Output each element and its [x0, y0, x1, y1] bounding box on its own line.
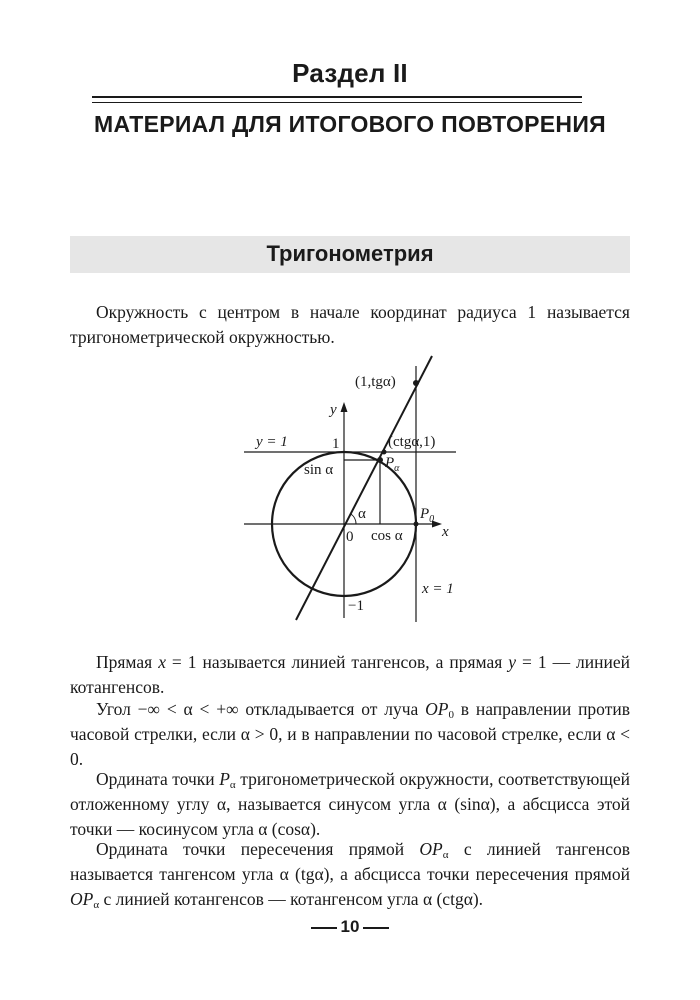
- paragraph-tangent-cotangent: Ордината точки пересечения прямой $OP_\alpha$ с линией тангенсов называется тангенсом угла α (tgα), а абсцисса точки пересечения прямой $OP_\alpha$ с линией котангенсов — котангенсом угла α (ctgα).: [70, 839, 630, 911]
- unit-circle-diagram: [230, 350, 470, 640]
- point-tan: [413, 380, 419, 386]
- label-tick-neg1: −1: [348, 598, 364, 614]
- label-alpha: α: [358, 506, 366, 522]
- point-p-alpha: [377, 457, 383, 463]
- label-p-zero: $P_0$: [420, 506, 435, 525]
- label-cot-point: (ctgα,1): [388, 434, 436, 450]
- label-sin: sin α: [304, 462, 334, 478]
- label-x-axis: x: [442, 524, 449, 540]
- label-tick-1: 1: [332, 436, 340, 452]
- paragraph-tangent-lines: Прямая x = 1 называется линией тангенсов, а прямая y = 1 — линией котангенсов.: [70, 652, 630, 697]
- heading-rule-thin: [92, 102, 582, 103]
- page-number: [0, 917, 700, 937]
- label-cos: cos α: [371, 528, 403, 544]
- section-label: Раздел II: [292, 58, 408, 88]
- section-heading: МАТЕРИАЛ ДЛЯ ИТОГОВОГО ПОВТОРЕНИЯ: [94, 111, 606, 137]
- heading-rule-thick: [92, 96, 582, 98]
- label-origin: 0: [346, 529, 354, 545]
- intro-paragraph: Окружность с центром в начале координат радиуса 1 называется тригонометрической окружностью.: [70, 302, 630, 347]
- label-p-alpha: $P_\alpha$: [385, 455, 400, 474]
- label-x-equals-1: x = 1: [422, 581, 454, 597]
- paragraph-angle-direction: Угол −∞ < α < +∞ откладывается от луча $OP_0$ в направлении против часовой стрелки, если α > 0, и в направлении по часовой стрелке, если α < 0.: [70, 699, 630, 769]
- ray-op-alpha: [296, 356, 435, 620]
- page-number-value: 10: [340, 917, 360, 936]
- point-cot: [382, 450, 387, 455]
- paragraph-sine-cosine: Ордината точки $P_\alpha$ тригонометрической окружности, соответствующей отложенному углу α, называется синусом угла α (sinα), а абсцисса этой точки — косинусом угла α (cosα).: [70, 769, 630, 839]
- label-y-equals-1: y = 1: [256, 434, 288, 450]
- label-y-axis: y: [330, 402, 337, 418]
- label-tan-point: (1,tgα): [355, 374, 396, 390]
- y-axis-arrow: [341, 402, 348, 412]
- topic-title: Тригонометрия: [266, 241, 434, 266]
- point-p-zero: [414, 522, 419, 527]
- page-number-dash-right: [363, 927, 389, 929]
- page-number-dash-left: [311, 927, 337, 929]
